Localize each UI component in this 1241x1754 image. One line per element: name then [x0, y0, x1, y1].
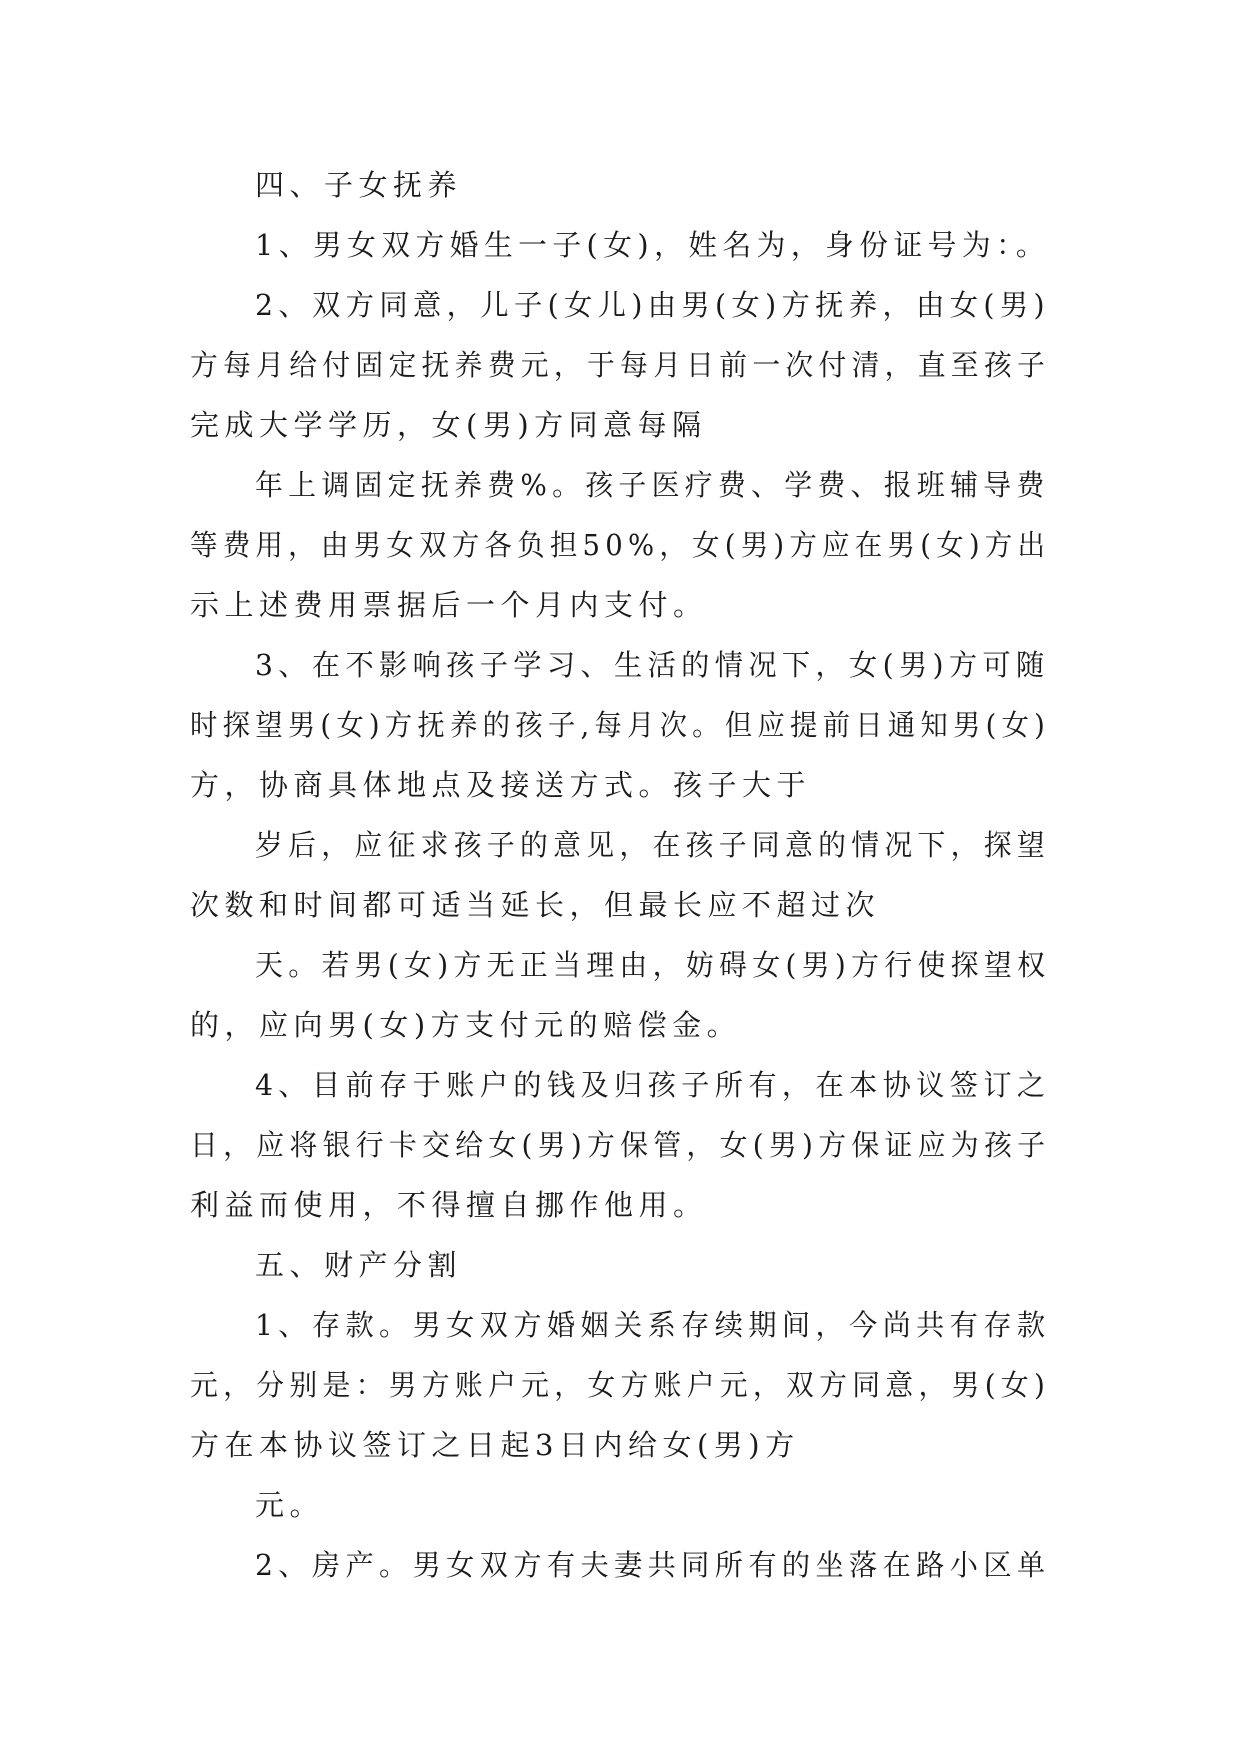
paragraph-line: 利益而使用，不得擅自挪作他用。	[190, 1188, 708, 1222]
paragraph-line: 示上述费用票据后一个月内支付。	[190, 588, 708, 622]
paragraph-line: 1、存款。男女双方婚姻关系存续期间，今尚共有存款	[255, 1308, 1051, 1342]
section-heading-property-division: 五、财产分割	[255, 1248, 463, 1282]
paragraph-line: 天。若男(女)方无正当理由，妨碍女(男)方行使探望权	[255, 948, 1051, 982]
paragraph-line: 方每月给付固定抚养费元，于每月日前一次付清，直至孩子	[190, 348, 1051, 382]
paragraph-line: 方在本协议签订之日起3日内给女(男)方	[190, 1428, 800, 1462]
paragraph-line: 4、目前存于账户的钱及归孩子所有，在本协议签订之	[255, 1068, 1051, 1102]
paragraph-line: 3、在不影响孩子学习、生活的情况下，女(男)方可随	[255, 648, 1050, 682]
paragraph-line: 次数和时间都可适当延长，但最长应不超过次	[190, 888, 881, 922]
paragraph-line: 方，协商具体地点及接送方式。孩子大于	[190, 768, 812, 802]
paragraph-line: 日，应将银行卡交给女(男)方保管，女(男)方保证应为孩子	[190, 1128, 1051, 1162]
paragraph-line: 元。	[255, 1488, 325, 1522]
paragraph-line: 时探望男(女)方抚养的孩子,每月次。但应提前日通知男(女)	[190, 708, 1051, 742]
paragraph-line: 2、房产。男女双方有夫妻共同所有的坐落在路小区单	[255, 1548, 1051, 1582]
paragraph-line: 的，应向男(女)方支付元的赔偿金。	[190, 1008, 742, 1042]
section-heading-child-custody: 四、子女抚养	[255, 168, 463, 202]
paragraph-line: 岁后，应征求孩子的意见，在孩子同意的情况下，探望	[255, 828, 1050, 862]
paragraph-line: 元，分别是：男方账户元，女方账户元，双方同意，男(女)	[190, 1368, 1051, 1402]
paragraph-line: 等费用，由男女双方各负担50%，女(男)方应在男(女)方出	[190, 528, 1051, 562]
paragraph-line: 2、双方同意，儿子(女儿)由男(女)方抚养，由女(男)	[255, 288, 1050, 322]
paragraph-line: 年上调固定抚养费%。孩子医疗费、学费、报班辅导费	[255, 468, 1050, 502]
paragraph-line: 1、男女双方婚生一子(女)，姓名为，身份证号为：。	[255, 228, 1051, 262]
paragraph-line: 完成大学学历，女(男)方同意每隔	[190, 408, 707, 442]
